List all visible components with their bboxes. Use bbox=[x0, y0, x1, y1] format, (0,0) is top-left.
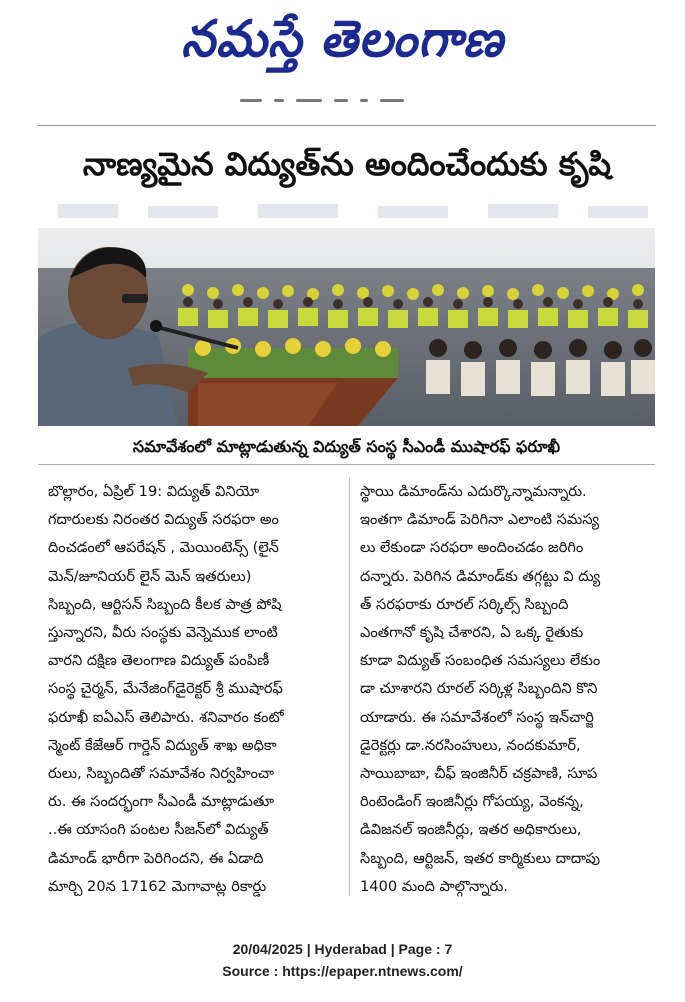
masthead bbox=[0, 6, 685, 76]
text-line: డా చూశారని రూరల్ సర్కిళ్ల సిబ్బందిని కొని bbox=[360, 680, 598, 698]
text-line: గదారులకు నిరంతర విద్యుత్ సరఫరా అం bbox=[48, 511, 279, 529]
tagline-decoration bbox=[240, 96, 420, 104]
article-column-right bbox=[360, 478, 650, 898]
text-line: దించడంలో ఆపరేషన్ , మెయింటెన్స్ (లైన్ bbox=[48, 539, 279, 557]
text-line: సిబ్బంది, ఆర్టిజన్, ఇతర కార్మికులు దాదాపు bbox=[360, 849, 601, 867]
text-line: సిబ్బంది, ఆర్టిసన్ సిబ్బంది కీలక పాత్ర పోషి bbox=[48, 595, 282, 613]
text-line: రు. ఈ సందర్భంగా సీఎండీ మాట్లాడుతూ bbox=[48, 793, 275, 811]
text-line: త్ సరఫరాకు రూరల్ సర్కిల్స్ సిబ్బంది bbox=[360, 595, 569, 613]
text-line: ఎంతగానో కృషి చేశారని, ఏ ఒక్క రైతుకు bbox=[360, 624, 584, 642]
text-line: వారని దక్షిణ తెలంగాణ విద్యుత్ పంపిణీ bbox=[48, 652, 270, 670]
text-line: డిమాండ్ భారీగా పెరిగిందని, ఈ ఏడాది bbox=[48, 849, 264, 867]
text-line: సాయిబాబా, చీఫ్ ఇంజినీర్ చక్రపాణి, సూప bbox=[360, 765, 598, 783]
text-line: రింటెండింగ్ ఇంజినీర్లు గోపయ్య, వెంకన్న, bbox=[360, 793, 584, 811]
article-photo bbox=[38, 198, 655, 426]
text-line: కూడా విద్యుత్ సంబంధిత సమస్యలు లేకుం bbox=[360, 652, 601, 670]
text-line: ఇంతగా డిమాండ్ పెరిగినా ఎలాంటి సమస్య bbox=[360, 511, 600, 529]
text-line: సంస్థ చైర్మన్, మేనేజింగ్‌డైరెక్టర్ శ్రీ ముషారఫ్ bbox=[48, 680, 283, 698]
page-footer bbox=[0, 938, 685, 982]
footer-source-line[interactable]: Source : https://epaper.ntnews.com/ bbox=[222, 963, 463, 979]
text-line: డివిజనల్ ఇంజినీర్లు, ఇతర అధికారులు, bbox=[360, 821, 582, 839]
caption-divider bbox=[38, 464, 655, 465]
text-line: 1400 మంది పాల్గొన్నారు. bbox=[360, 877, 508, 895]
newspaper-logo: నమస్తే తెలంగాణ bbox=[181, 9, 504, 69]
text-line: ఫరూఖీ ఐఏఎస్ తెలిపారు. శనివారం కంటో bbox=[48, 708, 284, 726]
text-line: బొల్లారం, ఏప్రిల్ 19: విద్యుత్ వినియో bbox=[48, 483, 260, 500]
photo-caption: సమావేశంలో మాట్లాడుతున్న విద్యుత్ సంస్థ సీఎండీ ముషారఫ్ ఫరూఖీ bbox=[132, 437, 561, 456]
text-line: మెన్/జూనియర్ లైన్ మెన్ ఇతరులు) bbox=[48, 567, 252, 585]
text-line: రులు, సిబ్బందితో సమావేశం నిర్వహించా bbox=[48, 765, 274, 783]
article-column-left bbox=[48, 478, 338, 898]
text-line: ..ఈ యాసంగి పంటల సీజన్‌లో విద్యుత్ bbox=[48, 821, 269, 839]
text-line: స్థాయి డిమాండ్‌ను ఎదుర్కొన్నామన్నారు. bbox=[360, 483, 587, 500]
text-line: లు లేకుండా సరఫరా అందించడం జరిగిం bbox=[360, 539, 584, 557]
text-line: డైరెక్టర్లు డా.నరసింహులు, నందకుమార్, bbox=[360, 736, 581, 754]
text-line: మార్చి 20న 17162 మెగావాట్ల రికార్డు bbox=[48, 877, 267, 895]
text-line: యాడారు. ఈ సమావేశంలో సంస్థ ఇన్‌చార్జి bbox=[360, 708, 594, 726]
text-line: స్తున్నారని, వీరు సంస్థకు వెన్నెముక లాంటి bbox=[48, 624, 278, 642]
footer-date-line: 20/04/2025 | Hyderabad | Page : 7 bbox=[232, 941, 453, 957]
header-divider bbox=[38, 125, 656, 126]
text-line: దన్నారు. పెరిగిన డిమాండ్‌కు తగ్గట్టు వి ద్యు bbox=[360, 567, 601, 585]
column-divider bbox=[349, 478, 350, 896]
article-headline: నాణ్యమైన విద్యుత్‌ను అందించేందుకు కృషి bbox=[82, 145, 612, 183]
text-line: న్మెంట్ కేజేఆర్ గార్డెన్ విద్యుత్ శాఖ అధికా bbox=[48, 736, 277, 754]
